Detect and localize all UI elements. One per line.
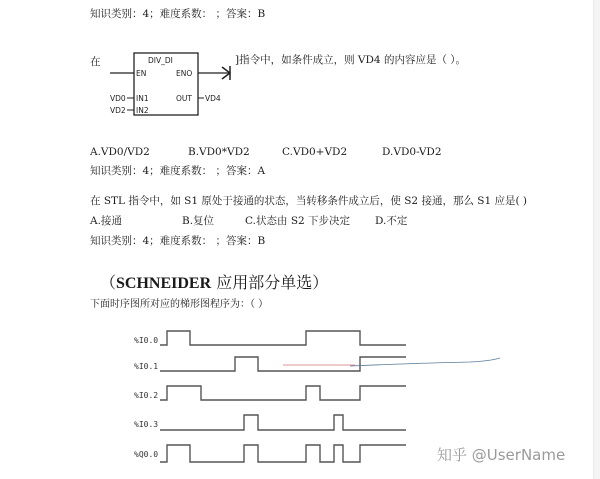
option-c: C.VD0+VD2: [282, 146, 348, 158]
option-d: D.不定: [375, 215, 408, 227]
waveform-i02: [160, 386, 406, 400]
svg-text:ENO: ENO: [176, 69, 193, 78]
option-d: D.VD0-VD2: [382, 146, 442, 158]
watermark: 知乎 @UserName: [437, 446, 566, 464]
question-3-text: 在 STL 指令中，如 S1 原处于接通的状态，当转移条件成立后，使 S2 接通，那么 S1 应是( ): [90, 195, 528, 207]
option-c: C.状态由 S2 下步决定: [245, 215, 351, 227]
svg-text:VD0: VD0: [110, 94, 126, 103]
question-2-text: ]指令中，如条件成立，则 VD4 的内容应是（ ）。: [235, 54, 467, 66]
waveform-q00: [160, 445, 406, 462]
signal-label-i02: %I0.2: [134, 391, 159, 400]
question-4-text: 下面时序图所对应的梯形图程序为：（ ）: [90, 299, 269, 310]
option-a: A.VD0/VD2: [90, 146, 150, 158]
section-title-text: 应用部分单选）: [211, 273, 329, 292]
question-3-meta: 知识类别：4；难度系数： ；答案：B: [90, 235, 266, 247]
waveform-i00: [160, 331, 406, 345]
section-brand: SCHNEIDER: [116, 275, 212, 292]
svg-text:IN2: IN2: [136, 106, 149, 115]
svg-text:IN1: IN1: [136, 94, 149, 103]
option-a: A.接通: [90, 215, 122, 227]
question-2-meta: 知识类别：4；难度系数： ；答案：A: [90, 165, 266, 177]
signal-label-q00: %Q0.0: [134, 450, 159, 459]
svg-text:VD2: VD2: [110, 106, 126, 115]
signal-label-i03: %I0.3: [134, 420, 159, 429]
signal-label-i00: %I0.0: [134, 336, 159, 345]
section-open-paren: （: [100, 273, 117, 292]
svg-text:VD4: VD4: [205, 94, 221, 103]
question-2-prefix: 在: [90, 56, 101, 68]
waveform-i03: [160, 415, 406, 430]
question-1-meta: 知识类别：4；难度系数： ；答案：B: [90, 8, 266, 20]
option-b: B.复位: [182, 215, 215, 227]
signal-label-i01: %I0.1: [134, 362, 159, 371]
svg-text:EN: EN: [136, 69, 147, 78]
svg-text:OUT: OUT: [176, 94, 192, 103]
waveform-i01: [160, 357, 406, 371]
annotation-stroke-blue: [350, 358, 500, 366]
fbd-title: DIV_DI: [148, 56, 173, 65]
option-b: B.VD0*VD2: [188, 146, 250, 158]
